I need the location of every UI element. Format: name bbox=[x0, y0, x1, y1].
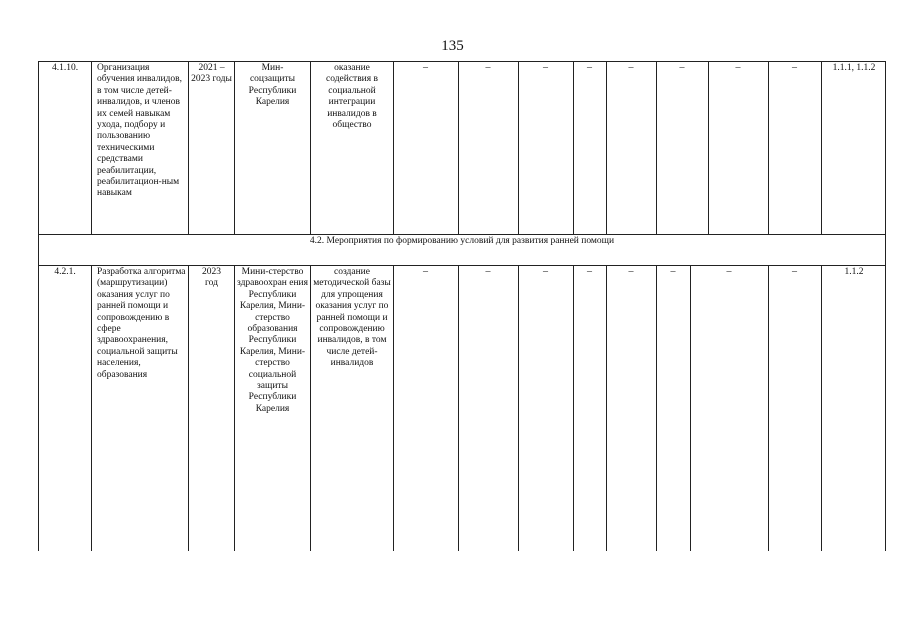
executor: Мини-стерство здравоохран ения Республики Карелия, Мини-стерство образования Республики Карелия, Мини-стерство социальной защиты Республики Карелия bbox=[237, 267, 308, 414]
expected-result: оказание содействия в социальной интеграции инвалидов в общество bbox=[326, 63, 378, 131]
table-border-right bbox=[885, 61, 886, 551]
activity-name: Разработка алгоритма (маршрутизации) оказания услуг по ранней помощи и сопровождению в сфере здравоохранения, социальной защиты населения, образования bbox=[97, 267, 186, 380]
executor: Мин-соцзащиты Республики Карелия bbox=[248, 63, 297, 108]
empty-value: – bbox=[670, 266, 676, 277]
empty-value: – bbox=[735, 62, 741, 73]
page-number: 135 bbox=[441, 38, 464, 54]
empty-value: – bbox=[628, 62, 634, 73]
empty-value: – bbox=[485, 266, 491, 277]
indicator-link: 1.1.2 bbox=[844, 267, 864, 277]
period: 2023 год bbox=[202, 267, 221, 289]
row-number: 4.2.1. bbox=[54, 267, 76, 277]
program-table bbox=[38, 61, 886, 551]
empty-value: – bbox=[628, 266, 634, 277]
empty-value: – bbox=[587, 62, 592, 73]
empty-value: – bbox=[792, 62, 797, 73]
empty-value: – bbox=[543, 62, 548, 73]
table-border-left bbox=[38, 61, 39, 551]
empty-value: – bbox=[423, 62, 428, 73]
empty-value: – bbox=[726, 266, 732, 277]
section-title: 4.2. Мероприятия по формированию условий для развития ранней помощи bbox=[309, 236, 615, 246]
empty-value: – bbox=[423, 266, 428, 277]
empty-value: – bbox=[543, 266, 548, 277]
row-divider bbox=[38, 234, 886, 235]
activity-name: Организация обучения инвалидов, в том числе детей-инвалидов, и членов их семей навыкам ухода, подбору и пользованию техническими средствами реабилитации, реабилитацион-ным навыкам bbox=[97, 63, 182, 199]
period: 2021 – 2023 годы bbox=[191, 63, 232, 85]
empty-value: – bbox=[587, 266, 592, 277]
empty-value: – bbox=[485, 62, 491, 73]
empty-value: – bbox=[792, 266, 797, 277]
expected-result: создание методической базы для упрощения оказания услуг по ранней помощи и сопровождению инвалидов, в том числе детей-инвалидов bbox=[313, 267, 391, 369]
row-number: 4.1.10. bbox=[51, 63, 79, 73]
empty-value: – bbox=[679, 62, 685, 73]
indicator-link: 1.1.1, 1.1.2 bbox=[832, 63, 876, 73]
